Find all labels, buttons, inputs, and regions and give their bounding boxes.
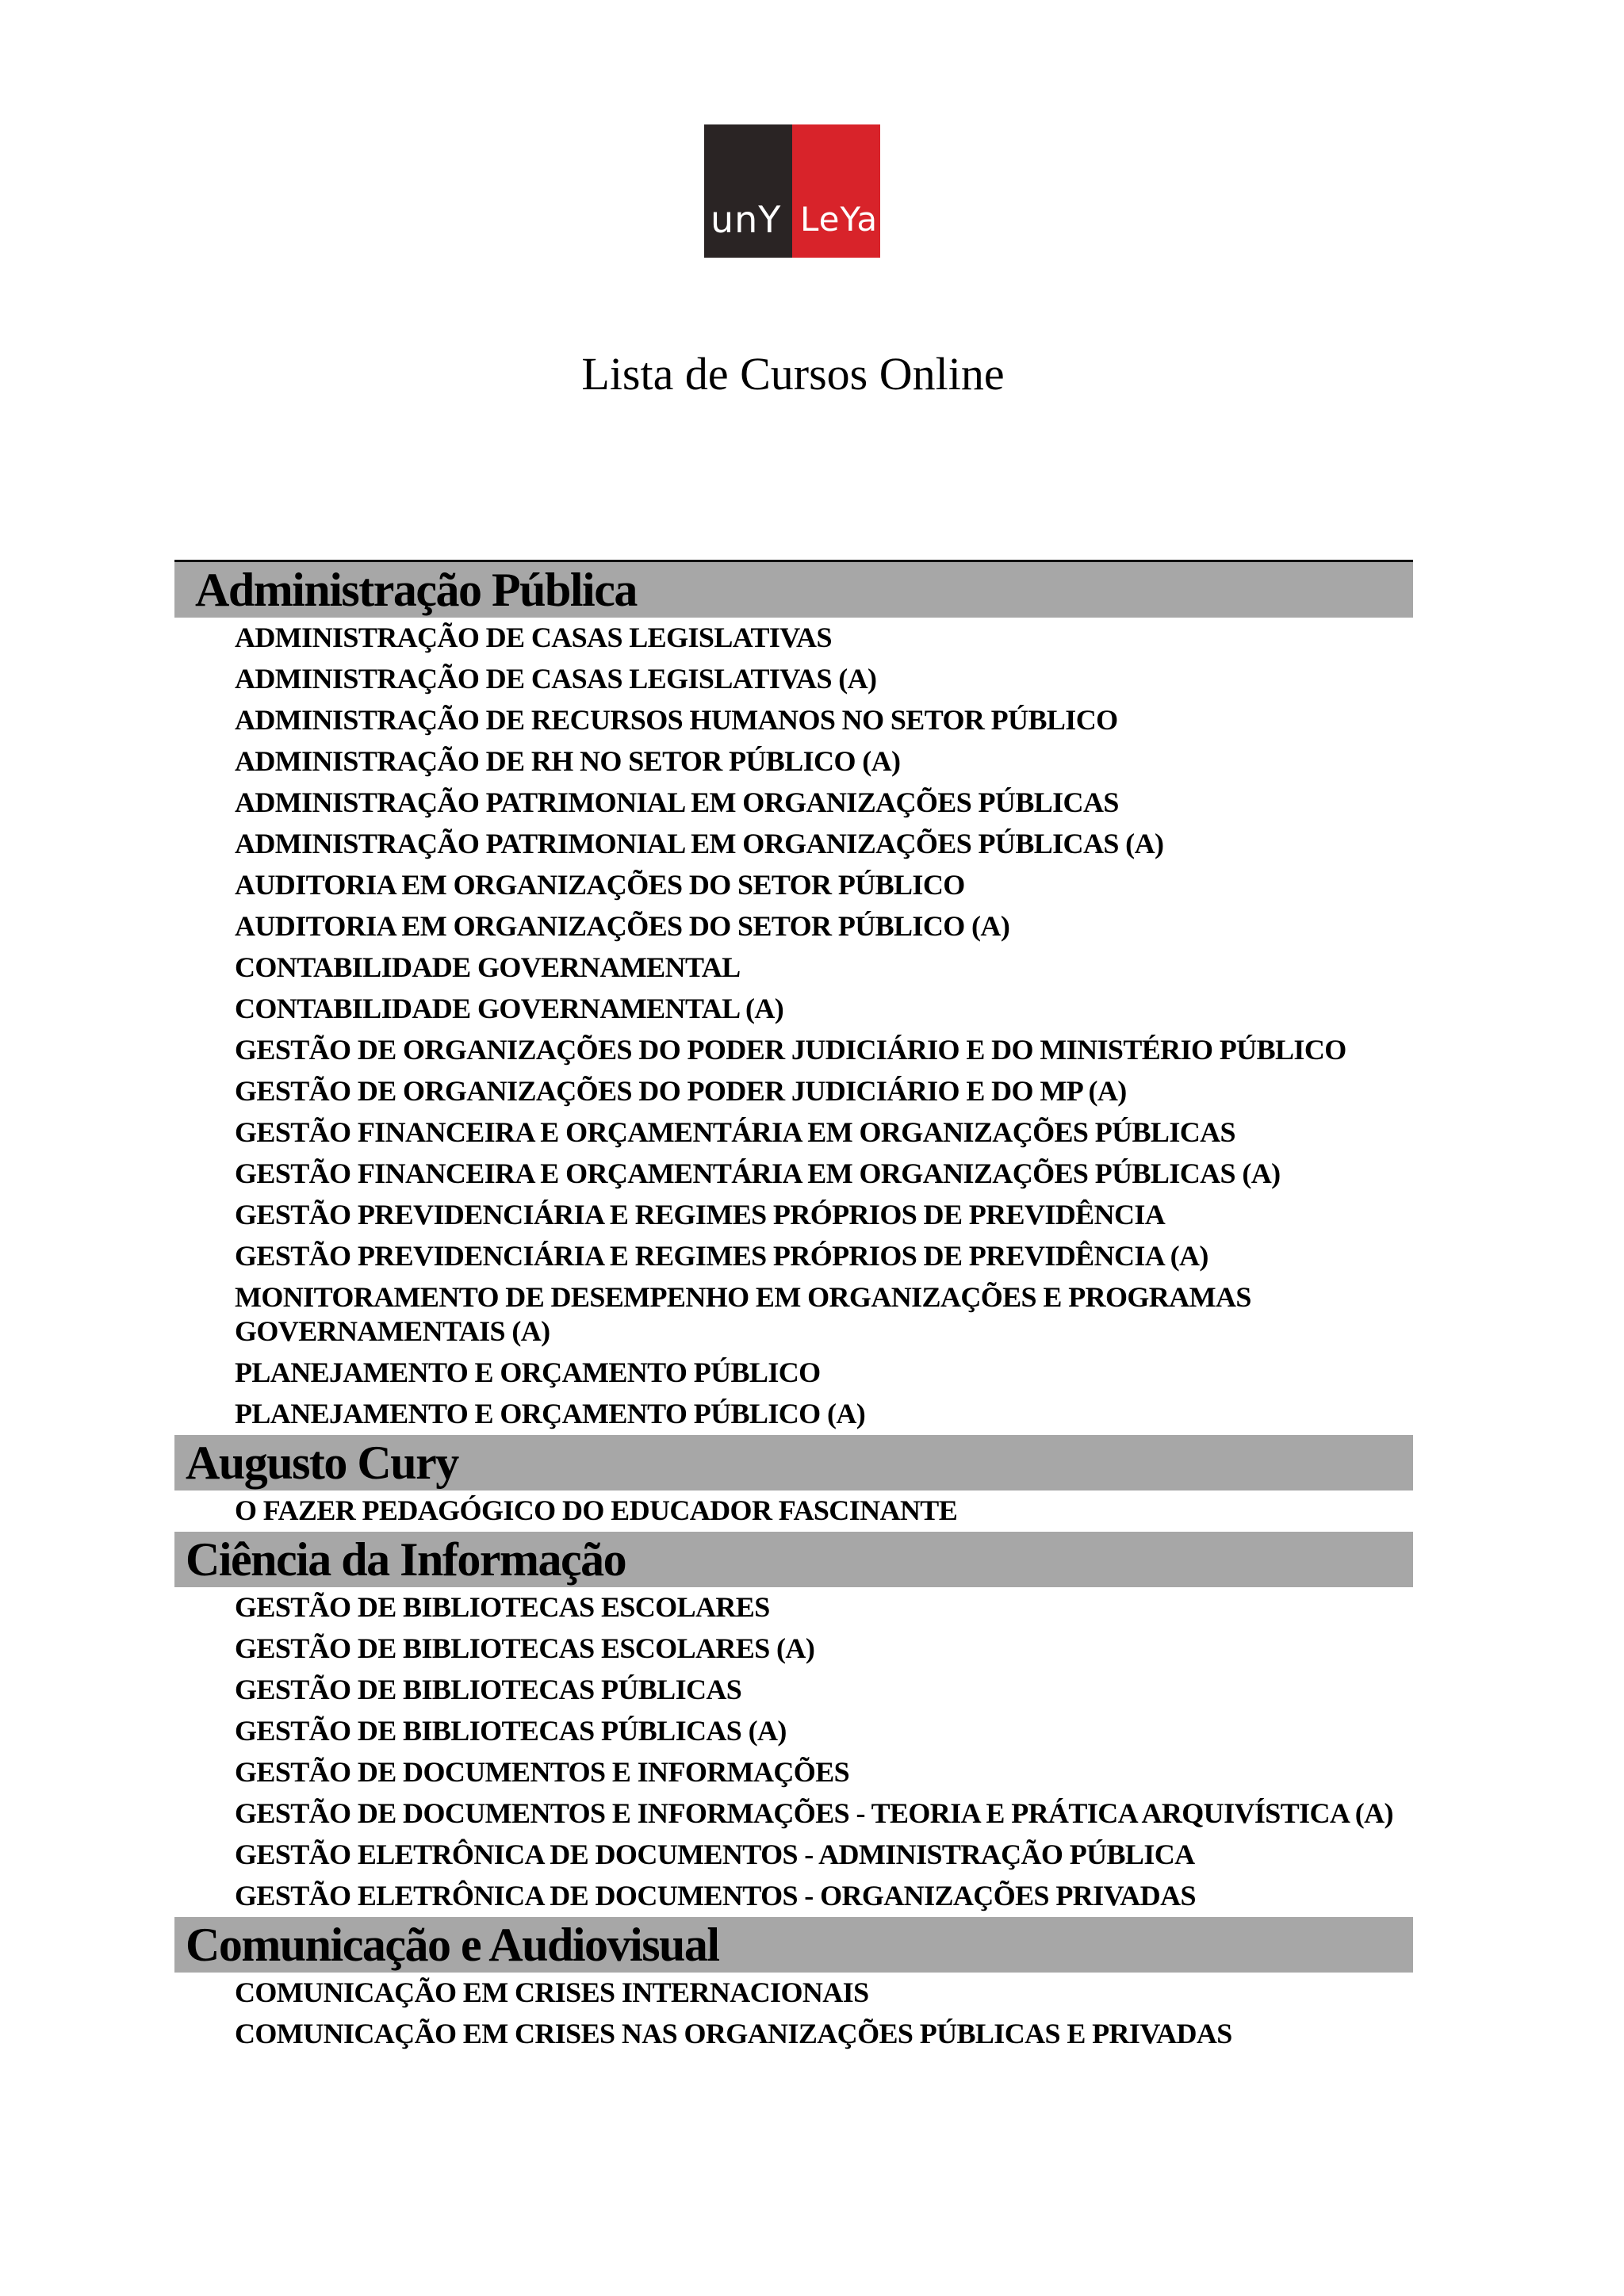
course-item: MONITORAMENTO DE DESEMPENHO EM ORGANIZAÇÕES E PROGRAMAS GOVERNAMENTAIS (A) [235,1281,1251,1347]
course-item: ADMINISTRAÇÃO DE RH NO SETOR PÚBLICO (A) [235,745,901,777]
section-heading-augusto-cury: Augusto Cury [174,1435,1413,1490]
course-item: GESTÃO DE DOCUMENTOS E INFORMAÇÕES - TEORIA E PRÁTICA ARQUIVÍSTICA (A) [235,1797,1393,1829]
course-list [174,562,1413,2055]
course-item: ADMINISTRAÇÃO DE CASAS LEGISLATIVAS [235,622,832,653]
course-item: PLANEJAMENTO E ORÇAMENTO PÚBLICO [235,1357,821,1388]
course-item: GESTÃO DE BIBLIOTECAS PÚBLICAS (A) [235,1715,787,1747]
course-item: ADMINISTRAÇÃO DE CASAS LEGISLATIVAS (A) [235,663,877,695]
course-item: GESTÃO DE BIBLIOTECAS ESCOLARES [235,1591,770,1623]
course-item: GESTÃO ELETRÔNICA DE DOCUMENTOS - ADMINISTRAÇÃO PÚBLICA [235,1839,1195,1870]
course-item: COMUNICAÇÃO EM CRISES INTERNACIONAIS [235,1976,869,2008]
course-item: CONTABILIDADE GOVERNAMENTAL (A) [235,993,784,1024]
page-title: Lista de Cursos Online [581,348,1005,400]
course-item: GESTÃO PREVIDENCIÁRIA E REGIMES PRÓPRIOS DE PREVIDÊNCIA [235,1199,1166,1230]
course-item: ADMINISTRAÇÃO DE RECURSOS HUMANOS NO SETOR PÚBLICO [235,704,1118,736]
logo-left-word: unY [710,198,782,241]
logo-left-block [704,124,792,258]
course-item: AUDITORIA EM ORGANIZAÇÕES DO SETOR PÚBLICO (A) [235,910,1010,942]
course-item: GESTÃO DE ORGANIZAÇÕES DO PODER JUDICIÁRIO E DO MINISTÉRIO PÚBLICO [235,1034,1346,1066]
course-item: AUDITORIA EM ORGANIZAÇÕES DO SETOR PÚBLICO [235,869,965,901]
course-item: GESTÃO DE BIBLIOTECAS ESCOLARES (A) [235,1632,815,1664]
course-item: PLANEJAMENTO E ORÇAMENTO PÚBLICO (A) [235,1398,866,1429]
course-item: ADMINISTRAÇÃO PATRIMONIAL EM ORGANIZAÇÕES PÚBLICAS [235,786,1119,818]
course-item: GESTÃO DE BIBLIOTECAS PÚBLICAS [235,1674,742,1705]
course-item: COMUNICAÇÃO EM CRISES NAS ORGANIZAÇÕES PÚBLICAS E PRIVADAS [235,2018,1232,2049]
course-item: ADMINISTRAÇÃO PATRIMONIAL EM ORGANIZAÇÕES PÚBLICAS (A) [235,828,1164,859]
course-item: GESTÃO PREVIDENCIÁRIA E REGIMES PRÓPRIOS DE PREVIDÊNCIA (A) [235,1240,1208,1272]
unyleya-logo [704,124,880,258]
course-item: GESTÃO FINANCEIRA E ORÇAMENTÁRIA EM ORGANIZAÇÕES PÚBLICAS [235,1116,1235,1148]
course-item: O FAZER PEDAGÓGICO DO EDUCADOR FASCINANTE [235,1494,958,1526]
section-heading-ciencia-da-informacao: Ciência da Informação [174,1532,1413,1587]
course-item: GESTÃO DE ORGANIZAÇÕES DO PODER JUDICIÁRIO E DO MP (A) [235,1075,1127,1107]
course-item: CONTABILIDADE GOVERNAMENTAL [235,951,741,983]
course-item: GESTÃO ELETRÔNICA DE DOCUMENTOS - ORGANIZAÇÕES PRIVADAS [235,1880,1196,1911]
logo-right-block [792,124,880,258]
section-heading-comunicacao-e-audiovisual: Comunicação e Audiovisual [174,1917,1413,1973]
course-item: GESTÃO FINANCEIRA E ORÇAMENTÁRIA EM ORGANIZAÇÕES PÚBLICAS (A) [235,1158,1281,1189]
section-heading-administracao-publica: Administração Pública [174,562,1413,618]
course-item: GESTÃO DE DOCUMENTOS E INFORMAÇÕES [235,1756,850,1788]
logo-right-word: LeYa [800,200,879,239]
